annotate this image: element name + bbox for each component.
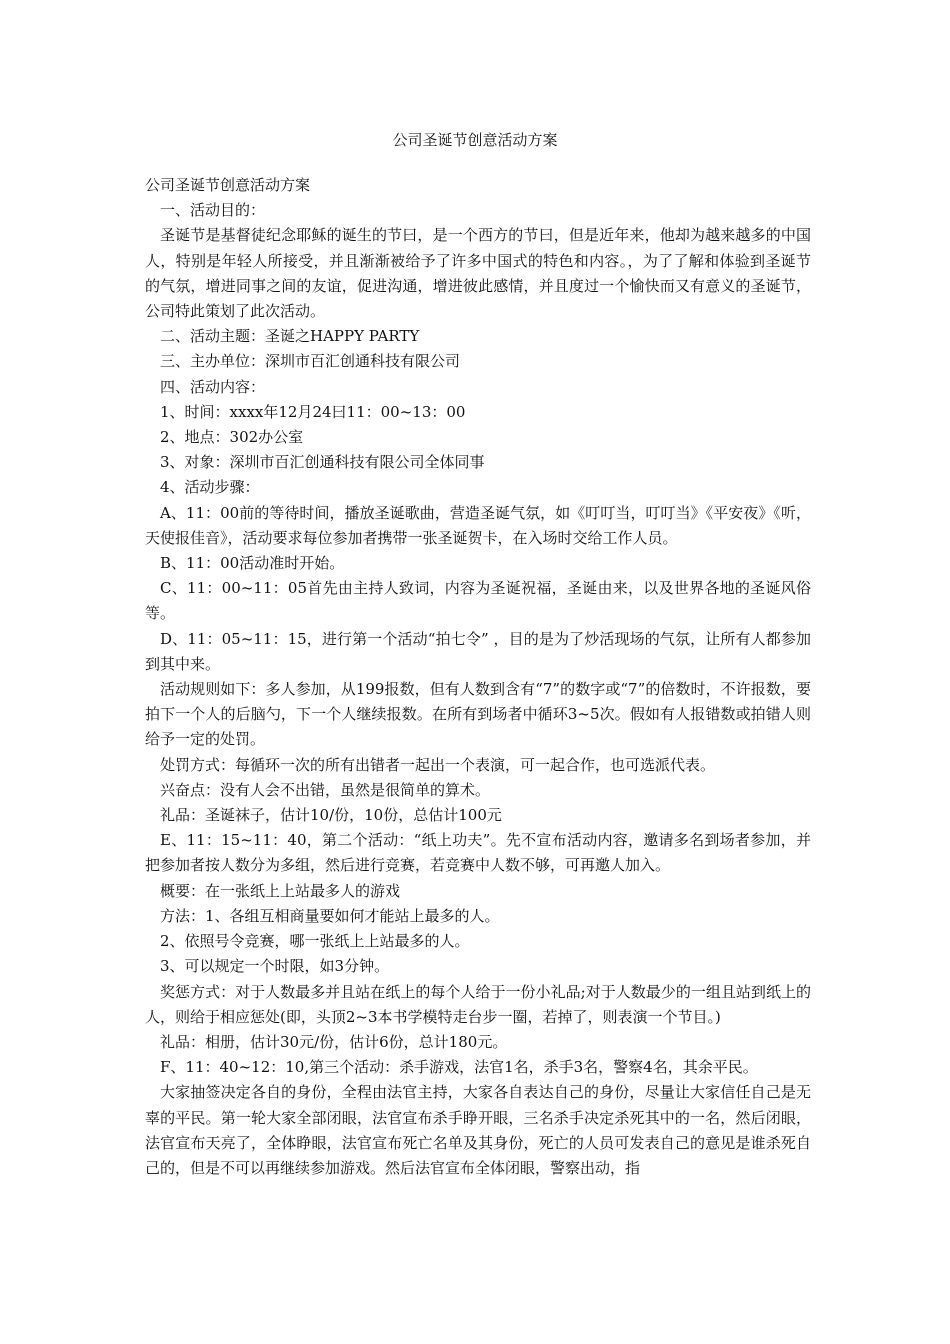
paragraph: 大家抽签决定各自的身份，全程由法官主持，大家各自表达自己的身份，尽量让大家信任自己是无辜的平民。第一轮大家全部闭眼，法官宣布杀手睁开眼，三名杀手决定杀死其中的一名，然后闭眼，法官宣布天亮了，全体睁眼，法官宣布死亡名单及其身份，死亡的人员可发表自己的意见是谁杀死自己的，但是不可以再继续参加游戏。然后法官宣布全体闭眼，警察出动，指	[145, 1083, 811, 1177]
paragraph: 方法：1、各组互相商量要如何才能站上最多的人。	[160, 906, 500, 925]
paragraph: 2、地点：302办公室	[160, 428, 304, 447]
paragraph: 3、可以规定一个时限，如3分钟。	[160, 957, 390, 976]
paragraph: C、11：00~11：05首先由主持人致词，内容为圣诞祝福，圣诞由来，以及世界各地的圣诞风俗等。	[145, 579, 811, 623]
paragraph: 3、对象：深圳市百汇创通科技有限公司全体同事	[160, 453, 485, 472]
paragraph: 圣诞节是基督徒纪念耶稣的诞生的节曰，是一个西方的节曰，但是近年来，他却为越来越多的中国人，特别是年轻人所接受，并且渐渐被给予了许多中国式的特色和内容。，为了了解和体验到圣诞节的气氛，增进同事之间的友谊，促进沟通，增进彼此感情，并且度过一个愉快而又有意义的圣诞节，公司特此策划了此次活动。	[145, 226, 811, 321]
paragraph: 二、活动主题：圣诞之HAPPY PARTY	[160, 327, 420, 346]
paragraph: 活动规则如下：多人参加，从199报数，但有人数到含有“7”的数字或“7”的倍数时，不许报数，要拍下一个人的后脑勺，下一个人继续报数。在所有到场者中循环3~5次。假如有人报错数或拍错人则给予一定的处罚。	[145, 680, 811, 749]
paragraph: F、11：40~12：10,第三个活动：杀手游戏，法官1名，杀手3名，警察4名，其余平民。	[160, 1058, 758, 1077]
paragraph: 2、依照号令竞赛，哪一张纸上上站最多的人。	[160, 932, 470, 951]
paragraph: 奖惩方式：对于人数最多并且站在纸上的每个人给于一份小礼品;对于人数最少的一组且站到纸上的人，则给于相应惩处(即，头顶2~3本书学模特走台步一圈，若掉了，则表演一个节目。)	[145, 982, 811, 1026]
paragraph: A、11：00前的等待时间，播放圣诞歌曲，营造圣诞气氛，如《叮叮当，叮叮当》《平安夜》《听，天使报佳音》，活动要求每位参加者携带一张圣诞贺卡，在入场时交给工作人员。	[145, 503, 811, 547]
document-body	[145, 173, 811, 1181]
paragraph: 兴奋点：没有人会不出错，虽然是很简单的算术。	[160, 780, 491, 799]
paragraph: 1、时间：xxxx年12月24曰11：00~13：00	[160, 402, 466, 421]
paragraph: 礼品：相册，估计30元/份，估计6份，总计180元。	[160, 1032, 508, 1051]
paragraph: 礼品：圣诞袜子，估计10/份，10份，总估计100元	[160, 806, 502, 825]
paragraph: 三、主办单位：深圳市百汇创通科技有限公司	[160, 352, 461, 371]
paragraph: 公司圣诞节创意活动方案	[145, 176, 311, 194]
paragraph: 处罚方式：每循环一次的所有出错者一起出一个表演，可一起合作，也可选派代表。	[160, 755, 716, 774]
paragraph: D、11：05~11：15，进行第一个活动“拍七令” ，目的是为了炒活现场的气氛，让所有人都参加到其中来。	[145, 629, 811, 673]
document-title: 公司圣诞节创意活动方案	[392, 131, 558, 149]
paragraph: 一、活动目的：	[160, 201, 266, 220]
paragraph: 四、活动内容：	[160, 377, 266, 396]
paragraph: B、11：00活动准时开始。	[160, 554, 345, 573]
paragraph: E、11：15~11：40，第二个活动：“纸上功夫”。先不宣布活动内容，邀请多名到场者参加，并把参加者按人数分为多组，然后进行竞赛，若竞赛中人数不够，可再邀人加入。	[145, 831, 811, 875]
paragraph: 4、活动步骤：	[160, 478, 260, 497]
paragraph: 概要：在一张纸上上站最多人的游戏	[160, 881, 401, 900]
